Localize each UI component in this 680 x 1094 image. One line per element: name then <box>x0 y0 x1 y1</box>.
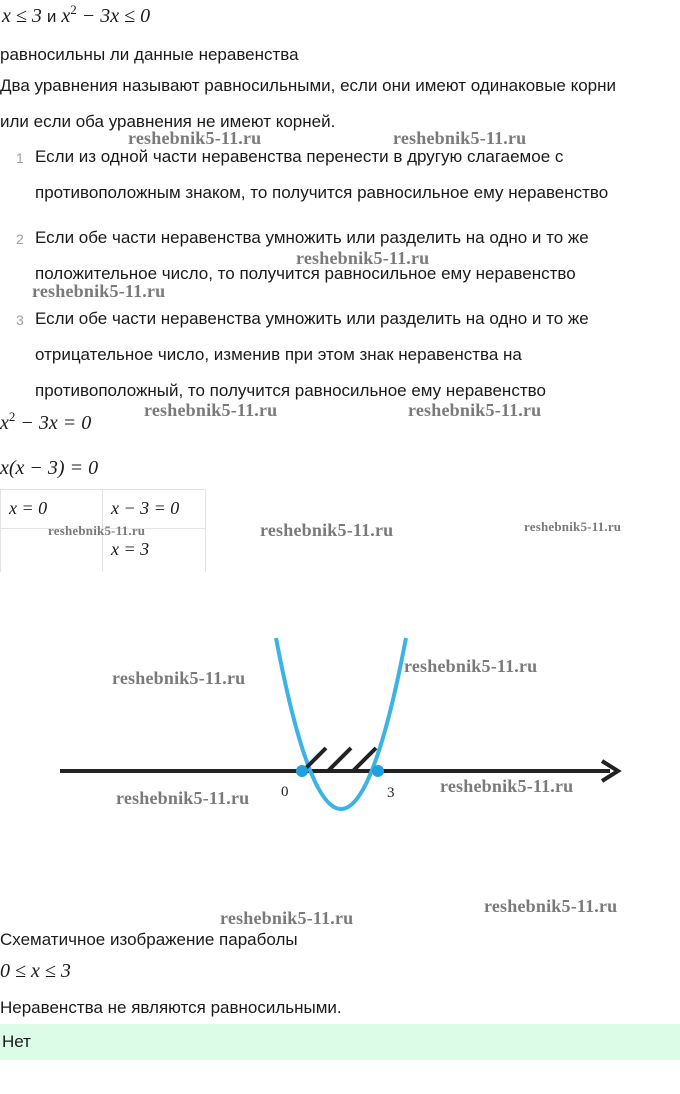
answer-text: Нет <box>2 1032 31 1051</box>
watermark: reshebnik5-11.ru <box>524 519 622 534</box>
hatching <box>303 748 376 771</box>
equation-2: x(x − 3) = 0 <box>0 457 99 479</box>
graph-caption: Схематичное изображение параболы <box>0 930 298 949</box>
watermark: reshebnik5-11.ru <box>484 896 618 916</box>
statement-math-left: x ≤ 3 <box>2 5 42 27</box>
root-point-three <box>372 765 384 777</box>
definition-line-2: или если оба уравнения не имеют корней. <box>0 112 336 131</box>
watermark: reshebnik5-11.ru <box>112 668 246 688</box>
rule-3-line-2: отрицательное число, изменив при этом знак неравенства на <box>35 345 522 364</box>
root-x-three: x = 3 <box>111 539 150 559</box>
definition-line-1: Два уравнения называют равносильными, если они имеют одинаковые корни <box>0 76 617 95</box>
rule-2-number: 2 <box>16 231 24 247</box>
rule-3-line-1: Если обе части неравенства умножить или разделить на одно и то же <box>35 309 589 328</box>
label-zero: 0 <box>281 784 289 800</box>
question-text: равносильны ли данные неравенства <box>0 45 299 64</box>
rule-1-line-1: Если из одной части неравенства перенести в другую слагаемое с <box>35 147 564 166</box>
equation-1: $x^2 - 3x = 0$ <box>0 409 92 434</box>
watermark: reshebnik5-11.ru <box>48 523 146 538</box>
root-point-zero <box>296 765 308 777</box>
statement <box>2 2 151 28</box>
solution-interval: 0 ≤ x ≤ 3 <box>0 960 71 982</box>
watermark: reshebnik5-11.ru <box>408 400 542 420</box>
rule-3-number: 3 <box>16 312 24 328</box>
parabola-curve <box>276 638 406 809</box>
watermark: reshebnik5-11.ru <box>128 128 262 148</box>
watermark: reshebnik5-11.ru <box>116 788 250 808</box>
conclusion-text: Неравенства не являются равносильными. <box>0 998 342 1017</box>
rule-1-line-2: противоположным знаком, то получится равносильное ему неравенство <box>35 183 609 202</box>
watermark: reshebnik5-11.ru <box>296 248 430 268</box>
watermark: reshebnik5-11.ru <box>220 908 354 928</box>
watermark: reshebnik5-11.ru <box>144 400 278 420</box>
rule-2-line-2: положительное число, то получится равносильное ему неравенство <box>35 264 576 283</box>
parabola-graph <box>0 620 680 870</box>
rule-2-line-1: Если обе части неравенства умножить или разделить на одно и то же <box>35 228 589 247</box>
label-three: 3 <box>387 785 395 801</box>
watermark: reshebnik5-11.ru <box>404 656 538 676</box>
statement-connector: и <box>46 7 57 26</box>
statement-math-right: $x^2 - 3x \le 0$ <box>61 2 151 27</box>
watermark: reshebnik5-11.ru <box>393 128 527 148</box>
root-x-zero: x = 0 <box>9 498 48 518</box>
rule-3-line-3: противоположный, то получится равносильное ему неравенство <box>35 381 546 400</box>
rule-1-number: 1 <box>16 150 24 166</box>
watermark: reshebnik5-11.ru <box>32 281 166 301</box>
answer-box <box>0 1024 680 1060</box>
equation-x-minus-3: x − 3 = 0 <box>111 498 180 518</box>
watermark: reshebnik5-11.ru <box>260 520 394 540</box>
watermark: reshebnik5-11.ru <box>440 776 574 796</box>
